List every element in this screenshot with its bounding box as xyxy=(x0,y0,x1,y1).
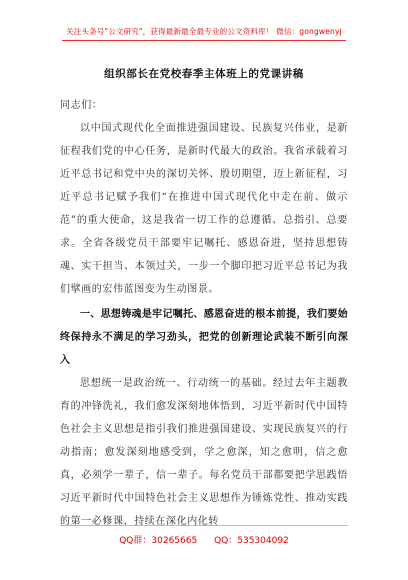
page-header xyxy=(0,0,408,50)
footer-qq: QQ：535304092 xyxy=(214,536,289,546)
paragraph-section-1: 思想统一是政治统一、行动统一的基础。经过去年主题教育的冲锋洗礼，我们愈发深刻地体悟到，习近平新时代中国特色社会主义思想是指引我们推进强国建设、实现民族复兴的行动指南；愈发深刻地感受到，学之愈深，知之愈明，信之愈真，必须学一辈子，信一辈子。每名党员干部都要把学思践悟习近平新时代中国特色社会主义思想作为锤炼党性、推动实践的第一必修课，持续在深化内化转 xyxy=(60,378,348,527)
footer-qq-group: QQ群：30265665 xyxy=(119,536,198,546)
paragraph-intro: 以中国式现代化全面推进强国建设、民族复兴伟业，是新征程我们党的中心任务，是新时代最大的政治。我省承载着习近平总书记和党中央的深切关怀、殷切期望，迈上新征程，习近平总书记赋予我们“在推进中国式现代化中走在前、做示范”的重大使命，这是我省一切工作的总遵循、总指引、总要求。全省各级党员干部要牢记嘱托、感恩奋进，坚持思想铸魂、实干担当、本领过关，一步一个脚印把习近平总书记为我们擘画的宏伟蓝图变为生动图景。 xyxy=(60,123,348,295)
footer-divider xyxy=(60,525,348,526)
document-title: 组织部长在党校春季主体班上的党课讲稿 xyxy=(104,68,304,80)
header-divider xyxy=(62,40,346,41)
footer-contacts xyxy=(60,533,348,546)
header-notice: 关注头条号"公文研究"，获得最新最全最专业的公文资料库！ 微信：gongwenyj xyxy=(66,27,342,36)
salutation: 同志们： xyxy=(60,100,103,111)
document-body xyxy=(60,94,348,533)
section-heading-1: 一、思想铸魂是牢记嘱托、感恩奋进的根本前提，我们要始终保持永不满足的学习劲头，把党的创新理论武装不断引向深入 xyxy=(60,309,348,366)
page-footer xyxy=(60,525,348,565)
